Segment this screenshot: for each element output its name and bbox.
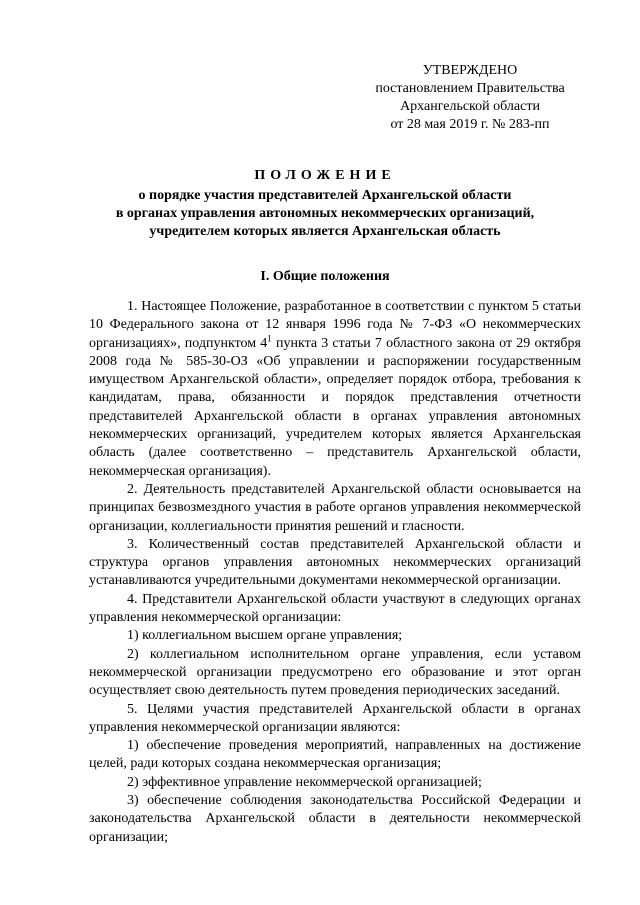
paragraph-5-item-3: 3) обеспечение соблюдения законодательства Российской Федерации и законодательства Архангельской области в деятельности некоммерческой организации;: [89, 793, 581, 845]
approval-line-3: Архангельской области: [400, 99, 540, 114]
paragraph-4-item-1: 1) коллегиальном высшем органе управления;: [127, 628, 403, 644]
superscript: 1: [267, 332, 272, 343]
document-body: [89, 298, 581, 847]
title-line-1: о порядке участия представителей Архангельской области: [138, 188, 512, 203]
paragraph-1-part-a: 1. Настоящее Положение, разработанное в соответствии с пунктом 5 статьи 10 Федерального закона от 12 января 1996 года № 7-ФЗ «О некоммерческих организациях», подпунктом 4: [89, 299, 581, 351]
approval-stamp: [360, 62, 580, 134]
paragraph-1: [89, 298, 581, 481]
paragraph-5: 5. Целями участия представителей Архангельской области в органах управления некоммерческой организации являются:: [89, 701, 581, 735]
approval-line-4: от 28 мая 2019 г. № 283-пп: [390, 117, 550, 132]
approval-line-2: постановлением Правительства: [375, 81, 565, 96]
paragraph-5-item-1: 1) обеспечение проведения мероприятий, направленных на достижение целей, ради которых создана некоммерческая организация;: [89, 738, 581, 772]
section-title: I. Общие положения: [260, 269, 390, 284]
paragraph-4-item-2: 2) коллегиальном исполнительном органе управления, если уставом некоммерческой организации предусмотрено его образование и этот орган осуществляет свою деятельность путем проведения периодических заседаний.: [89, 646, 581, 699]
approval-line-1: УТВЕРЖДЕНО: [422, 63, 518, 78]
paragraph-1-part-b: пункта 3 статьи 7 областного закона от 29 октября 2008 года № 585-30-ОЗ «Об управлении и распоряжении государственным имуществом Архангельской области», определяет порядок отбора, требования к кандидатам, права, обязанности и порядок представления отчетности представителей Архангельской области в органах управления автономных некоммерческих организаций, учредителем которых является Архангельская область (далее соответственно – представитель Архангельской области, некоммерческая организация).: [89, 335, 581, 479]
paragraph-3: 3. Количественный состав представителей Архангельской области и структура органов управления автономных некоммерческих организаций устанавливаются учредительными документами некоммерческой организации.: [89, 536, 581, 589]
paragraph-4: 4. Представители Архангельской области участвуют в следующих органах управления некоммерческой организации:: [89, 591, 581, 626]
title-heading: ПОЛОЖЕНИЕ: [254, 168, 396, 183]
title-line-2: в органах управления автономных некоммерческих организаций,: [115, 206, 535, 221]
document-title: [70, 167, 580, 241]
paragraph-5-item-2: 2) эффективное управление некоммерческой организацией;: [127, 774, 482, 790]
paragraph-2: 2. Деятельность представителей Архангельской области основывается на принципах безвозмездного участия в работе органов управления некоммерческой организации, коллегиальности принятия решений и гласности.: [89, 481, 581, 534]
title-line-3: учредителем которых является Архангельская область: [149, 224, 501, 239]
